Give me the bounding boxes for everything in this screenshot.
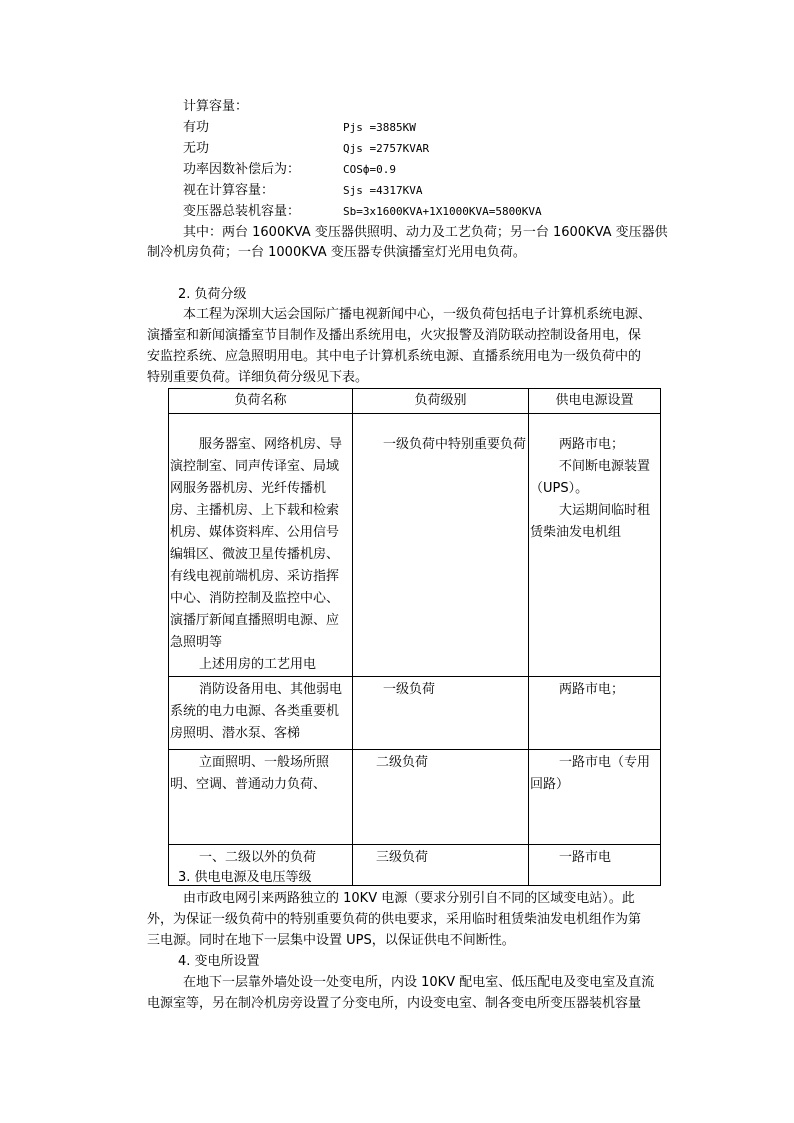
capacity-note-line2: 制冷机房负荷；一台 1000KVA 变压器专供演播室灯光用电负荷。 (147, 245, 526, 260)
load-name-text: 服务器室、网络机房、导演控制室、同声传译室、局域网服务器机房、光纤传播机房、主播机房、上下载和检索机房、媒体资料库、公用信号编辑区、微波卫星传播机房、有线电视前端机房、采访指挥中心、消防控制及监控中心、演播厅新闻直播照明电源、应急照明等 (170, 437, 343, 650)
load-level-cell (353, 677, 529, 750)
header-power-supply: 供电电源设置 (529, 389, 661, 414)
section2-heading: 2. 负荷分级 (178, 287, 247, 302)
supply-item: 两路市电； (559, 682, 625, 697)
capacity-label-transformer: 变压器总装机容量： (183, 204, 301, 219)
section4-heading: 4. 变电所设置 (178, 954, 260, 969)
table-row (169, 677, 661, 750)
section2-para-line1: 本工程为深圳大运会国际广播电视新闻中心，一级负荷包括电子计算机系统电源、 (183, 307, 652, 322)
capacity-heading: 计算容量： (183, 99, 249, 114)
capacity-value-apparent: Sjs =4317KVA (343, 184, 423, 197)
load-level-cell (353, 414, 529, 677)
load-level-text: 一级负荷 (383, 682, 436, 697)
section3-para-line3: 三电源。同时在地下一层集中设置 UPS，以保证供电不间断性。 (147, 933, 515, 948)
section4-para-line1: 在地下一层靠外墙处设一处变电所，内设 10KV 配电室、低压配电及变电室及直流 (183, 975, 655, 990)
load-name-text: 立面照明、一般场所照明、空调、普通动力负荷、 (170, 755, 330, 792)
load-name-cell (169, 677, 353, 750)
load-name-cell (169, 414, 353, 677)
load-classification-table (168, 388, 661, 886)
table-header-row (169, 389, 661, 414)
power-supply-cell (529, 677, 661, 750)
section4-para-line2: 电源室等，另在制冷机房旁设置了分变电所，内设变电室、制各变电所变压器装机容量 (147, 996, 642, 1011)
capacity-value-power-factor: COSф=0.9 (343, 163, 396, 176)
capacity-label-reactive: 无功 (183, 141, 210, 156)
capacity-label-apparent: 视在计算容量： (183, 183, 275, 198)
section2-para-line3: 安监控系统、应急照明用电。其中电子计算机系统电源、直播系统用电为一级负荷中的 (147, 349, 642, 364)
power-supply-cell (529, 750, 661, 845)
load-name-extra: 上述用房的工艺用电 (199, 657, 317, 672)
capacity-value-active: Pjs =3885KW (343, 121, 416, 134)
load-level-text: 三级负荷 (376, 850, 429, 865)
capacity-label-power-factor: 功率因数补偿后为： (183, 162, 301, 177)
capacity-value-reactive: Qjs =2757KVAR (343, 142, 430, 155)
section3-heading: 3. 供电电源及电压等级 (178, 870, 312, 885)
capacity-label-active: 有功 (183, 120, 210, 135)
table-row (169, 414, 661, 677)
supply-item: 一路市电（专用回路） (530, 755, 651, 792)
capacity-value-transformer: Sb=3x1600KVA+1X1000KVA=5800KVA (343, 205, 542, 218)
power-supply-cell (529, 845, 661, 886)
table-row (169, 750, 661, 845)
section2-para-line2: 演播室和新闻演播室节目制作及播出系统用电，火灾报警及消防联动控制设备用电，保 (147, 328, 642, 343)
header-load-name: 负荷名称 (169, 389, 353, 414)
section3-para-line1: 由市政电网引来两路独立的 10KV 电源（要求分别引自不同的区域变电站）。此 (183, 891, 635, 906)
load-name-text: 一、二级以外的负荷 (199, 850, 317, 865)
header-load-level: 负荷级别 (353, 389, 529, 414)
power-supply-cell (529, 414, 661, 677)
capacity-note-line1: 其中：两台 1600KVA 变压器供照明、动力及工艺负荷；另一台 1600KVA 变压器供 (183, 225, 668, 240)
load-level-cell (353, 750, 529, 845)
supply-item: 一路市电 (559, 850, 612, 865)
load-level-text: 一级负荷中特别重要负荷 (383, 437, 527, 452)
load-name-cell (169, 750, 353, 845)
section3-para-line2: 外，为保证一级负荷中的特别重要负荷的供电要求，采用临时租赁柴油发电机组作为第 (147, 912, 642, 927)
section2-para-line4: 特别重要负荷。详细负荷分级见下表。 (147, 370, 369, 385)
load-level-cell (353, 845, 529, 886)
supply-item: 不间断电源装置（UPS）。 (530, 459, 651, 496)
supply-item: 大运期间临时租赁柴油发电机组 (530, 503, 651, 540)
load-name-text: 消防设备用电、其他弱电系统的电力电源、各类重要机房照明、潜水泵、客梯 (170, 682, 343, 741)
load-level-text: 二级负荷 (376, 755, 429, 770)
supply-item: 两路市电； (559, 437, 625, 452)
